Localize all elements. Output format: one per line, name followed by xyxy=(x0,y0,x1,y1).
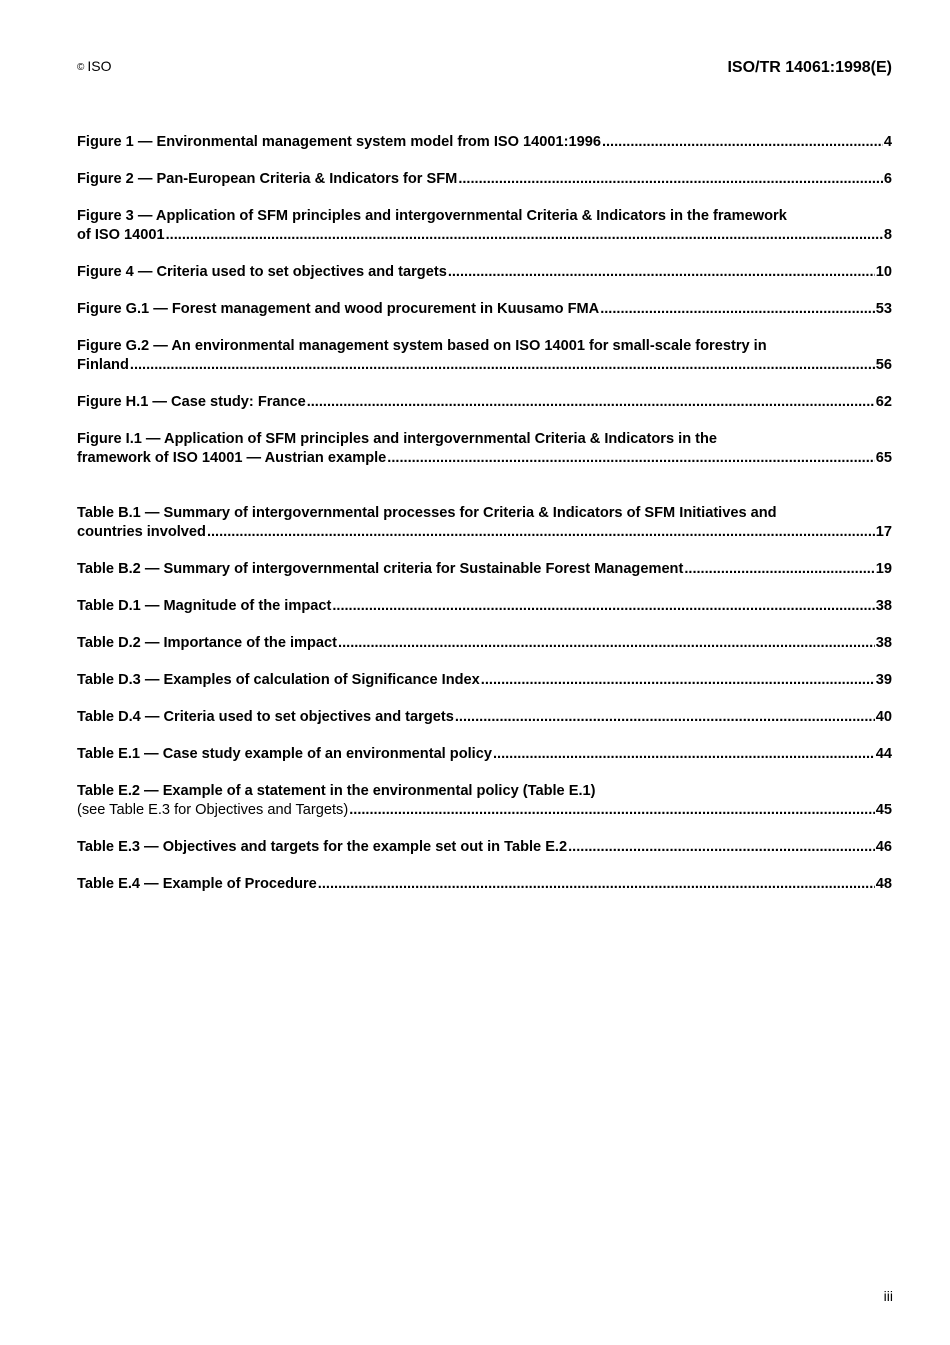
table-entry-page: 17 xyxy=(875,524,892,540)
table-entry[interactable] xyxy=(77,708,892,727)
figure-entry-page: 53 xyxy=(875,301,892,317)
table-entry-page: 45 xyxy=(875,802,892,818)
dot-leader xyxy=(332,597,874,616)
dot-leader xyxy=(448,263,875,282)
copyright-symbol: © xyxy=(77,62,85,73)
dot-leader xyxy=(318,875,875,894)
figure-entry-page: 56 xyxy=(875,357,892,373)
figure-entry-page: 8 xyxy=(883,227,892,243)
table-entry[interactable] xyxy=(77,838,892,857)
dot-leader xyxy=(458,170,883,189)
figure-entry-title: framework of ISO 14001 — Austrian example xyxy=(77,450,387,466)
table-entry-title: Table D.4 — Criteria used to set objectives and targets xyxy=(77,709,454,725)
table-entry-title: Table D.2 — Importance of the impact xyxy=(77,635,338,651)
dot-leader xyxy=(130,356,875,375)
table-entry-title: countries involved xyxy=(77,524,206,540)
figure-entry[interactable] xyxy=(77,300,892,319)
table-entry-title: (see Table E.3 for Objectives and Targets) xyxy=(77,802,349,818)
dot-leader xyxy=(349,801,875,820)
table-entry[interactable] xyxy=(77,597,892,616)
table-entry[interactable] xyxy=(77,560,892,579)
figure-entry[interactable] xyxy=(77,337,892,375)
dot-leader xyxy=(493,745,875,764)
figure-entry-title: Figure 4 — Criteria used to set objectives and targets xyxy=(77,264,447,280)
figure-entry[interactable] xyxy=(77,430,892,468)
dot-leader xyxy=(307,393,875,412)
figure-entry-title: Figure H.1 — Case study: France xyxy=(77,394,306,410)
figure-entry-page: 65 xyxy=(875,450,892,466)
dot-leader xyxy=(600,300,875,319)
figure-entry-title: of ISO 14001 xyxy=(77,227,165,243)
table-entry-page: 48 xyxy=(875,876,892,892)
figure-entry-title: Figure G.1 — Forest management and wood procurement in Kuusamo FMA xyxy=(77,301,600,317)
dot-leader xyxy=(166,226,883,245)
dot-leader xyxy=(207,523,875,542)
figure-entry-page: 10 xyxy=(875,264,892,280)
table-entry-title: Table E.4 — Example of Procedure xyxy=(77,876,317,892)
dot-leader xyxy=(684,560,874,579)
table-entry-page: 19 xyxy=(875,561,892,577)
table-entry[interactable] xyxy=(77,504,892,542)
table-entry-title: Table D.1 — Magnitude of the impact xyxy=(77,598,332,614)
table-entry[interactable] xyxy=(77,634,892,653)
table-entry[interactable] xyxy=(77,745,892,764)
table-entry[interactable] xyxy=(77,782,892,820)
table-entry-title: Table E.1 — Case study example of an environmental policy xyxy=(77,746,492,762)
dot-leader xyxy=(387,449,874,468)
figure-entry[interactable] xyxy=(77,263,892,282)
figure-entry-page: 4 xyxy=(883,134,892,150)
table-entry[interactable] xyxy=(77,671,892,690)
figure-entry[interactable] xyxy=(77,207,892,245)
figure-entry-title-line: Figure 3 — Application of SFM principles and intergovernmental Criteria & Indicators in the framework xyxy=(77,208,787,224)
figure-entry[interactable] xyxy=(77,133,892,152)
dot-leader xyxy=(602,133,883,152)
dot-leader xyxy=(481,671,875,690)
dot-leader xyxy=(455,708,875,727)
table-entry-title: Table E.3 — Objectives and targets for the example set out in Table E.2 xyxy=(77,839,568,855)
figure-entry-title: Figure 2 — Pan-European Criteria & Indicators for SFM xyxy=(77,171,458,187)
figure-entry[interactable] xyxy=(77,393,892,412)
figure-entry[interactable] xyxy=(77,170,892,189)
dot-leader xyxy=(338,634,875,653)
table-entry-page: 44 xyxy=(875,746,892,762)
publisher-name: ISO xyxy=(87,58,112,74)
table-entry-title-line: Table B.1 — Summary of intergovernmental processes for Criteria & Indicators of SFM Initiatives and xyxy=(77,505,777,521)
table-entry[interactable] xyxy=(77,875,892,894)
table-entry-title-line: Table E.2 — Example of a statement in the environmental policy (Table E.1) xyxy=(77,783,596,799)
table-entry-title: Table D.3 — Examples of calculation of Significance Index xyxy=(77,672,480,688)
list-of-figures xyxy=(77,133,892,486)
figure-entry-title: Figure 1 — Environmental management system model from ISO 14001:1996 xyxy=(77,134,601,150)
figure-entry-page: 6 xyxy=(883,171,892,187)
page-number: iii xyxy=(883,1288,893,1304)
document-id: ISO/TR 14061:1998(E) xyxy=(727,59,892,76)
figure-entry-title: Finland xyxy=(77,357,129,373)
table-entry-page: 40 xyxy=(875,709,892,725)
figure-entry-title-line: Figure I.1 — Application of SFM principles and intergovernmental Criteria & Indicators in the xyxy=(77,431,718,447)
table-entry-page: 38 xyxy=(875,598,892,614)
figure-entry-title-line: Figure G.2 — An environmental management system based on ISO 14001 for small-scale forestry in xyxy=(77,338,767,354)
header-copyright xyxy=(77,58,112,74)
table-entry-page: 38 xyxy=(875,635,892,651)
list-of-tables xyxy=(77,504,892,912)
table-entry-page: 46 xyxy=(875,839,892,855)
dot-leader xyxy=(568,838,875,857)
table-entry-page: 39 xyxy=(875,672,892,688)
figure-entry-page: 62 xyxy=(875,394,892,410)
table-entry-title: Table B.2 — Summary of intergovernmental criteria for Sustainable Forest Management xyxy=(77,561,684,577)
